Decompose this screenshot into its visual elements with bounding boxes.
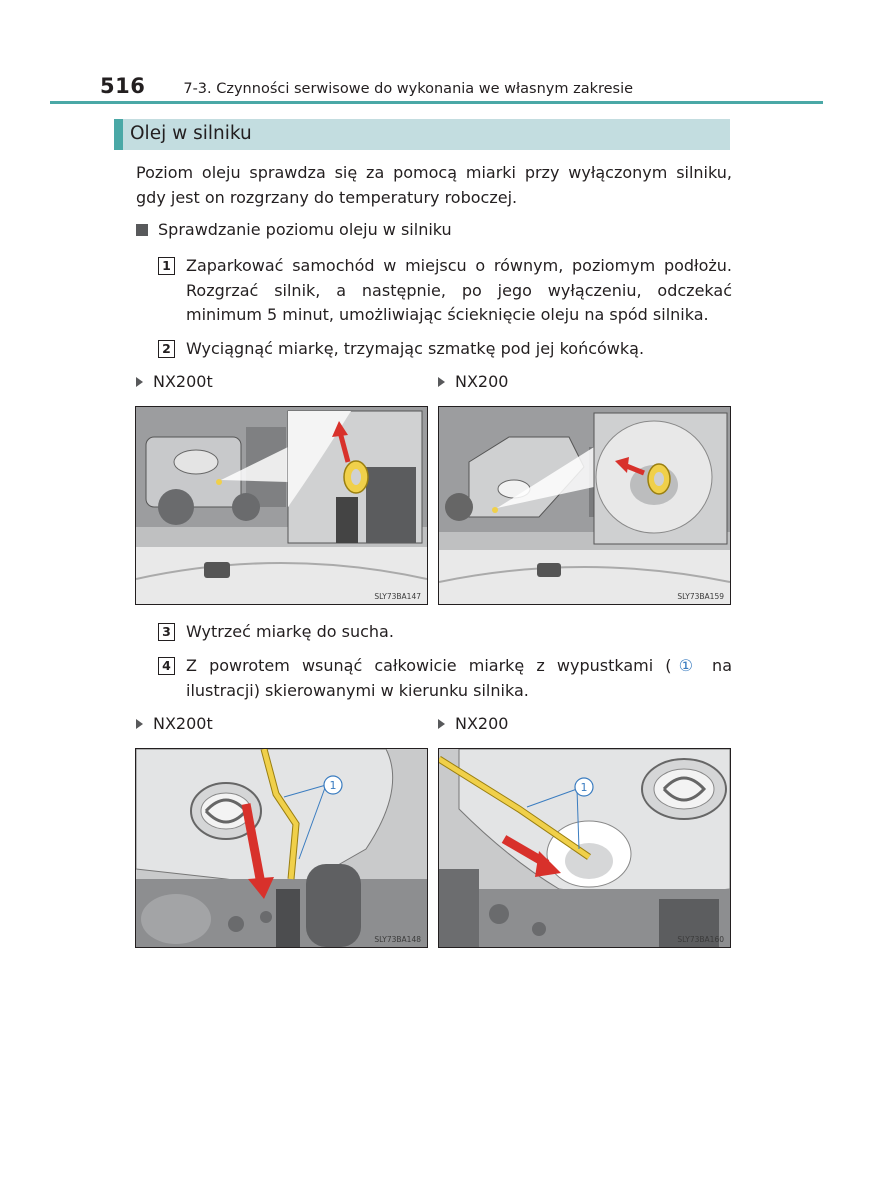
step-2 [158,337,732,362]
header-rule [50,101,823,104]
step-text: Zaparkować samochód w miejscu o równym, poziomym podłożu. Rozgrzać silnik, a następnie, po jego wyłączeniu, odczekać minimum 5 minut, umożliwiając ścieknięcie oleju na spód silnika. [186,256,732,324]
figure-code: SLY73BA159 [677,592,724,601]
figure-label-nx200t [136,372,213,391]
triangle-bullet-icon [438,719,445,729]
step-text [186,654,732,703]
step-4 [158,654,732,703]
subheading-text: Sprawdzanie poziomu oleju w silniku [158,220,452,239]
figure-label-nx200 [438,714,508,733]
figure-code: SLY73BA148 [374,935,421,944]
step-text: Wyciągnąć miarkę, trzymając szmatkę pod jej końcówką. [186,339,645,358]
step-text-before: Z powrotem wsunąć całkowicie miarkę z wypustkami ( [186,656,672,675]
step-number: 1 [158,257,175,275]
section-bar [114,119,730,150]
callout-number-1: 1 [329,779,337,792]
triangle-bullet-icon [438,377,445,387]
model-label: NX200 [455,714,509,733]
section-title: Olej w silniku [130,123,252,144]
page-header [100,74,633,102]
circled-number-1: ① [671,656,700,675]
chapter-title: 7-3. Czynności serwisowe do wykonania we własnym zakresie [183,81,634,97]
triangle-bullet-icon [136,377,143,387]
figure-label-nx200t [136,714,213,733]
triangle-bullet-icon [136,719,143,729]
engine-illustration-nx200-remove [438,406,731,605]
step-number: 3 [158,623,175,641]
model-label: NX200 [455,372,509,391]
callout-number-1: 1 [580,781,588,794]
figure-label-nx200 [438,372,508,391]
step-3 [158,620,732,645]
step-number: 2 [158,340,175,358]
engine-illustration-nx200t-remove [135,406,428,605]
engine-illustration-nx200t-insert [135,748,428,948]
step-1 [158,254,732,328]
engine-illustration-nx200-insert [438,748,731,948]
model-label: NX200t [153,372,213,391]
step-text-after: na ilustracji) skierowanymi w kierunku silnika. [186,656,732,700]
square-bullet-icon [136,224,148,236]
figure-code: SLY73BA160 [677,935,724,944]
intro-paragraph: Poziom oleju sprawdza się za pomocą miarki przy wyłączonym silniku, gdy jest on rozgrzany do temperatury roboczej. [136,163,732,207]
subheading [136,220,452,239]
page-number: 516 [100,74,146,98]
step-number: 4 [158,657,175,675]
figure-code: SLY73BA147 [374,592,421,601]
step-text: Wytrzeć miarkę do sucha. [186,622,394,641]
model-label: NX200t [153,714,213,733]
